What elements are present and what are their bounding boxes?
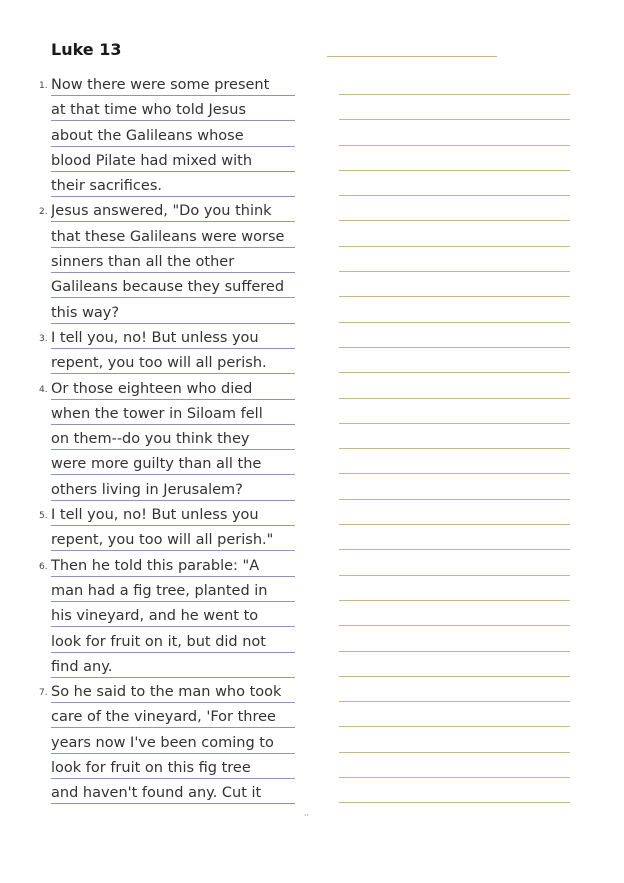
- verse-text: their sacrifices.: [51, 177, 295, 197]
- verse-text: on them--do you think they: [51, 430, 295, 450]
- writing-rule: [339, 499, 570, 500]
- writing-rule: [339, 676, 570, 677]
- verse-number: 1.: [39, 81, 48, 91]
- writing-rule: [339, 625, 570, 626]
- verse-text: Now there were some present: [51, 76, 295, 96]
- verse-line: [0, 248, 624, 273]
- page-number-mark: ··: [304, 811, 310, 820]
- verse-line: [0, 400, 624, 425]
- verse-text: at that time who told Jesus: [51, 101, 295, 121]
- writing-rule: [339, 296, 570, 297]
- verse-line: [0, 552, 624, 577]
- writing-rule: [339, 726, 570, 727]
- verse-text: others living in Jerusalem?: [51, 481, 295, 501]
- verse-text: were more guilty than all the: [51, 455, 295, 475]
- verse-text: repent, you too will all perish.": [51, 531, 295, 551]
- verse-line: [0, 450, 624, 475]
- verse-line: [0, 577, 624, 602]
- verse-4: [0, 375, 624, 501]
- verse-line: [0, 299, 624, 324]
- writing-rule: [339, 575, 570, 576]
- writing-rule: [339, 473, 570, 474]
- verse-line: [0, 628, 624, 653]
- writing-rule: [339, 398, 570, 399]
- verse-line: [0, 172, 624, 197]
- verse-text: look for fruit on this fig tree: [51, 759, 295, 779]
- writing-rule: [339, 777, 570, 778]
- verse-7: [0, 678, 624, 804]
- verse-text: and haven't found any. Cut it: [51, 784, 295, 804]
- verse-text: sinners than all the other: [51, 253, 295, 273]
- verse-6: [0, 552, 624, 678]
- verse-text: I tell you, no! But unless you: [51, 329, 295, 349]
- verse-line: [0, 223, 624, 248]
- writing-rule: [339, 119, 570, 120]
- verse-line: [0, 476, 624, 501]
- writing-rule: [339, 549, 570, 550]
- writing-rule: [339, 170, 570, 171]
- verse-line: [0, 729, 624, 754]
- writing-rule: [339, 752, 570, 753]
- writing-rule: [339, 372, 570, 373]
- verse-number: 6.: [39, 561, 48, 572]
- verse-list: [0, 71, 624, 805]
- verse-line: [0, 754, 624, 779]
- writing-rule: [339, 220, 570, 221]
- verse-number: 7.: [39, 688, 48, 699]
- verse-text: Then he told this parable: "A: [51, 557, 295, 577]
- verse-line: [0, 703, 624, 728]
- writing-rule: [339, 701, 570, 702]
- verse-text: that these Galileans were worse: [51, 228, 295, 248]
- verse-text: find any.: [51, 658, 295, 678]
- verse-line: [0, 779, 624, 804]
- writing-rule: [339, 246, 570, 247]
- verse-text: I tell you, no! But unless you: [51, 506, 295, 526]
- verse-line: [0, 375, 624, 400]
- verse-line: [0, 501, 624, 526]
- writing-rule: [339, 195, 570, 196]
- verse-text: Jesus answered, "Do you think: [51, 202, 295, 222]
- verse-text: So he said to the man who took: [51, 683, 295, 703]
- verse-line: [0, 602, 624, 627]
- writing-rule: [339, 94, 570, 95]
- verse-line: [0, 349, 624, 374]
- verse-line: [0, 197, 624, 222]
- verse-text: about the Galileans whose: [51, 127, 295, 147]
- verse-line: [0, 526, 624, 551]
- verse-text: Or those eighteen who died: [51, 380, 295, 400]
- writing-rule: [339, 423, 570, 424]
- verse-line: [0, 324, 624, 349]
- verse-text: repent, you too will all perish.: [51, 354, 295, 374]
- verse-text: blood Pilate had mixed with: [51, 152, 295, 172]
- verse-number: 3.: [39, 333, 48, 344]
- writing-rule: [339, 271, 570, 272]
- verse-number: 4.: [39, 384, 48, 395]
- writing-rule: [339, 448, 570, 449]
- verse-line: [0, 122, 624, 147]
- verse-text: when the tower in Siloam fell: [51, 405, 295, 425]
- verse-number: 2.: [39, 207, 48, 218]
- verse-5: [0, 501, 624, 552]
- verse-line: [0, 147, 624, 172]
- verse-number: 5.: [39, 511, 48, 522]
- verse-line: [0, 425, 624, 450]
- verse-line: [0, 273, 624, 298]
- writing-rule: [339, 651, 570, 652]
- name-writing-line: [327, 56, 497, 57]
- writing-rule: [339, 347, 570, 348]
- verse-text: look for fruit on it, but did not: [51, 633, 295, 653]
- verse-1: [0, 71, 624, 197]
- verse-line: [0, 678, 624, 703]
- verse-line: [0, 653, 624, 678]
- verse-text: man had a fig tree, planted in: [51, 582, 295, 602]
- verse-2: [0, 197, 624, 323]
- verse-3: [0, 324, 624, 375]
- page-title: Luke 13: [51, 40, 122, 59]
- verse-text: this way?: [51, 304, 295, 324]
- writing-rule: [339, 600, 570, 601]
- verse-text: his vineyard, and he went to: [51, 607, 295, 627]
- verse-text: years now I've been coming to: [51, 734, 295, 754]
- writing-rule: [339, 322, 570, 323]
- writing-rule: [339, 145, 570, 146]
- verse-line: [0, 71, 624, 96]
- writing-rule: [339, 524, 570, 525]
- verse-text: care of the vineyard, 'For three: [51, 708, 295, 728]
- verse-text: Galileans because they suffered: [51, 278, 295, 298]
- verse-line: [0, 96, 624, 121]
- writing-rule: [339, 802, 570, 803]
